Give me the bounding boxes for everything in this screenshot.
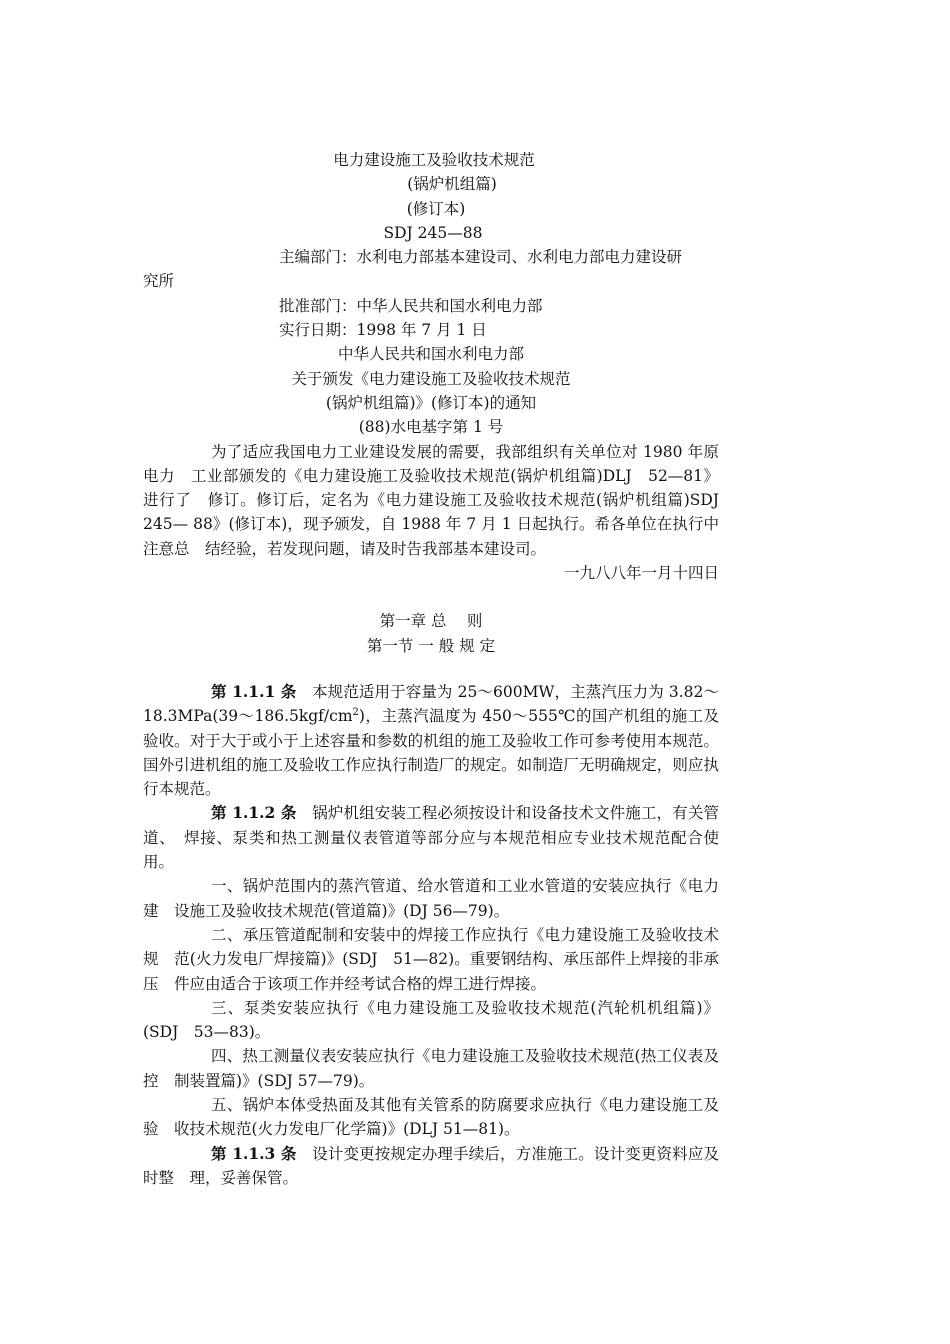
editor-department: 主编部门：水利电力部基本建设司、水利电力部电力建设研 (279, 248, 683, 267)
article-label: 第 1.1.1 条 (211, 681, 297, 701)
editor-department-cont: 究所 (143, 272, 175, 291)
notice-issuer: 中华人民共和国水利电力部 (337, 345, 524, 364)
list-item: 三、泵类安装应执行《电力建设施工及验收技术规范(汽轮机机组篇)》(SDJ 53—83)。 (143, 998, 719, 1042)
doc-code: SDJ 245—88 (383, 223, 483, 242)
article-text: 本规范适用于容量为 25～600MW，主蒸汽压力为 3.82～18.3MPa(39～186.5kgf/cm (143, 682, 719, 726)
article-label: 第 1.1.3 条 (211, 1143, 297, 1163)
list-item: 一、锅炉范围内的蒸汽管道、给水管道和工业水管道的安装应执行《电力建 设施工及验收技术规范(管道篇)》(DJ 56—79)。 (143, 877, 719, 920)
article-1-1-1 (143, 680, 719, 801)
article-text: 设计变更按规定办理手续后，方准施工。设计变更资料应及时整 理，妥善保管。 (143, 1144, 719, 1187)
notice-title-line1: 关于颁发《电力建设施工及验收技术规范 (291, 369, 571, 388)
article-1-1-3 (143, 1142, 719, 1191)
article-1-1-2 (143, 801, 719, 874)
chapter-title: 第一章 总 则 (379, 612, 483, 631)
doc-subtitle-revision: (修订本) (406, 199, 466, 218)
article-label: 第 1.1.2 条 (211, 803, 297, 823)
list-item: 二、承压管道配制和安装中的焊接工作应执行《电力建设施工及验收技术规 范(火力发电厂焊接篇)》(SDJ 51—82)。重要钢结构、承压部件上焊接的非承压 件应由适合于该项工作并经考试合格的焊工进行焊接。 (143, 925, 719, 993)
notice-body: 为了适应我国电力工业建设发展的需要，我部组织有关单位对 1980 年原电力 工业部颁发的《电力建设施工及验收技术规范(锅炉机组篇)DLJ 52—81》进行了 修订。修订后，定名为《电力建设施工及验收技术规范(锅炉机组篇)SDJ 245— 88》(修订本)，现予颁发，自 1988 年 7 月 1 日起执行。希各单位在执行中注意总 结经验，若发现问题，请及时告我部基本建设司。 (143, 442, 735, 558)
list-item: 五、锅炉本体受热面及其他有关管系的防腐要求应执行《电力建设施工及验 收技术规范(火力发电厂化学篇)》(DLJ 51—81)。 (143, 1095, 719, 1139)
doc-subtitle-boiler: (锅炉机组篇) (407, 175, 497, 194)
document-body (143, 148, 735, 1190)
notice-date: 一九八八年一月十四日 (563, 564, 719, 583)
superscript: 2 (352, 707, 359, 719)
notice-doc-number: (88)水电基字第 1 号 (358, 418, 504, 437)
notice-title-line2: (锅炉机组篇)》(修订本)的通知 (325, 393, 537, 412)
article-text: 锅炉机组安装工程必须按设计和设备技术文件施工，有关管道、 焊接、泵类和热工测量仪表管道等部分应与本规范相应专业技术规范配合使用。 (143, 804, 719, 872)
doc-title: 电力建设施工及验收技术规范 (333, 151, 535, 169)
list-item: 四、热工测量仪表安装应执行《电力建设施工及验收技术规范(热工仪表及控 制装置篇)》(SDJ 57—79)。 (143, 1047, 719, 1090)
article-text-cont: )，主蒸汽温度为 450～555℃的国产机组的施工及验收。对于大于或小于上述容量和参数的机组的施工及验收工作可参考使用本规范。国外引进机组的施工及验收工作应执行制造厂的规定。如制造厂无明确规定，则应执行本规范。 (143, 707, 720, 799)
effective-date: 实行日期：1998 年 7 月 1 日 (279, 321, 487, 340)
section-title: 第一节 一 般 规 定 (366, 636, 496, 655)
approver-department: 批准部门：中华人民共和国水利电力部 (279, 296, 543, 315)
